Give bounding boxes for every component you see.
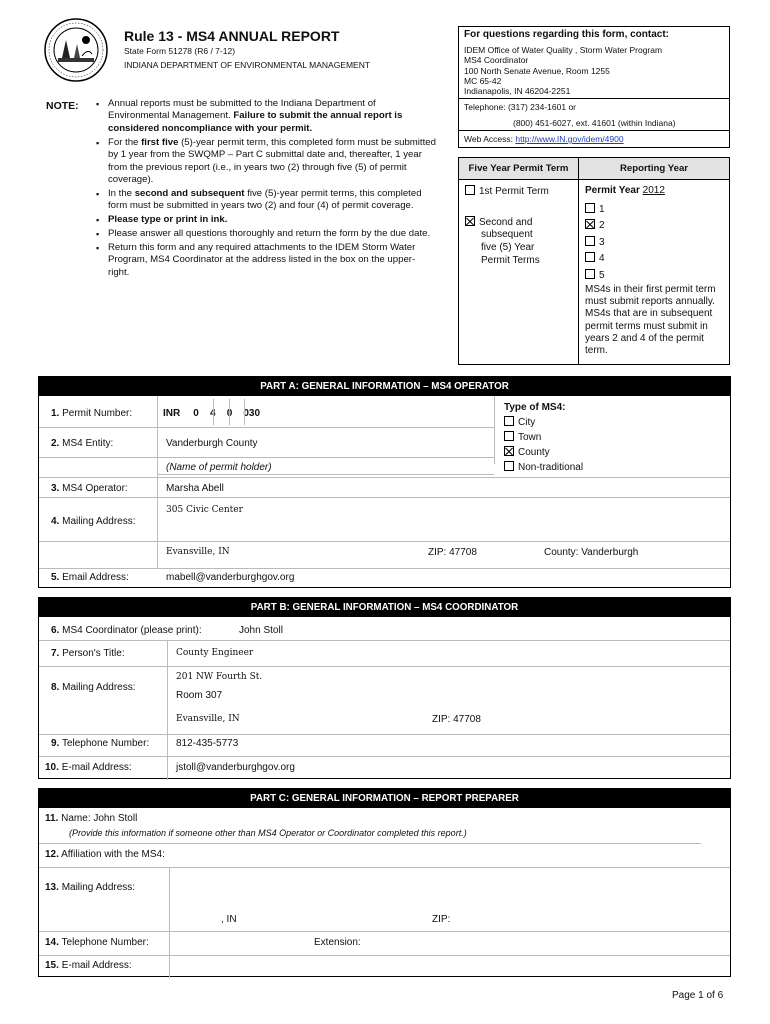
coordinator-zip-field[interactable]: ZIP: 47708 bbox=[432, 714, 481, 725]
preparer-telephone-label: 14. Telephone Number: bbox=[45, 937, 149, 948]
part-c-title: PART C: GENERAL INFORMATION – REPORT PREPARER bbox=[39, 789, 730, 808]
ms4-operator-field[interactable]: Marsha Abell bbox=[166, 483, 224, 494]
note-list bbox=[96, 98, 436, 281]
preparer-email-field[interactable] bbox=[179, 960, 699, 974]
term-second-label: Permit Terms bbox=[481, 255, 540, 266]
county-checkbox bbox=[504, 446, 514, 456]
mailing-address-field[interactable]: 305 Civic Center bbox=[166, 505, 243, 515]
ms4-type-town-option[interactable]: Town bbox=[504, 431, 541, 443]
permit-number-label: 1. Permit Number: bbox=[51, 408, 133, 419]
term-second-option[interactable]: Second and bbox=[465, 216, 532, 228]
contact-line: 100 North Senate Avenue, Room 1255 bbox=[464, 66, 610, 76]
telephone-label: 9. Telephone Number: bbox=[51, 738, 150, 749]
person-title-field[interactable]: County Engineer bbox=[176, 648, 254, 658]
preparer-email-label: 15. E-mail Address: bbox=[45, 960, 132, 971]
ms4-type-city-option[interactable]: City bbox=[504, 416, 535, 428]
ms4-type-county-option[interactable]: County bbox=[504, 446, 550, 458]
county-field[interactable]: County: Vanderburgh bbox=[544, 547, 639, 558]
ms4-type-title: Type of MS4: bbox=[504, 402, 566, 413]
preparer-hint: (Provide this information if someone other than MS4 Operator or Coordinator completed this report.) bbox=[69, 828, 467, 838]
preparer-address-label: 13. Mailing Address: bbox=[45, 882, 136, 893]
year-option[interactable]: 5 bbox=[585, 269, 605, 281]
zip-field[interactable]: ZIP: 47708 bbox=[428, 547, 477, 558]
preparer-name-label: 11. Name: John Stoll bbox=[45, 813, 138, 824]
part-b-title: PART B: GENERAL INFORMATION – MS4 COORDINATOR bbox=[39, 598, 730, 617]
year-option[interactable]: 2 bbox=[585, 219, 605, 231]
city-checkbox bbox=[504, 416, 514, 426]
email-label: 5. Email Address: bbox=[51, 572, 129, 583]
coordinator-address-line2[interactable]: Room 307 bbox=[176, 690, 223, 701]
list-item: ▪ Return this form and any required attachments to the IDEM Storm Water Program, MS4 Coordinator at the address listed in the box on the upper-right. bbox=[96, 242, 436, 279]
page-number: Page 1 of 6 bbox=[672, 990, 724, 1001]
term-first-checkbox[interactable] bbox=[465, 185, 475, 195]
affiliation-field[interactable] bbox=[189, 849, 709, 863]
coordinator-label: 6. MS4 Coordinator (please print): bbox=[51, 625, 202, 636]
list-item: ▪ Annual reports must be submitted to the Indiana Department of Environmental Management. Failure to submit the annual report is considered noncompliance with your permit. bbox=[96, 98, 436, 135]
preparer-state-field[interactable]: , IN bbox=[221, 914, 237, 925]
ms4-entity-field[interactable]: Vanderburgh County bbox=[166, 438, 258, 449]
contact-line: MC 65-42 bbox=[464, 76, 502, 86]
coordinator-address-field[interactable]: 201 NW Fourth St. bbox=[176, 672, 263, 682]
term-second-label: five (5) Year bbox=[481, 242, 535, 253]
form-title: Rule 13 - MS4 ANNUAL REPORT bbox=[124, 28, 340, 44]
state-seal-logo bbox=[44, 18, 108, 82]
preparer-zip-field[interactable]: ZIP: bbox=[432, 914, 451, 925]
town-checkbox bbox=[504, 431, 514, 441]
year-1-checkbox[interactable] bbox=[585, 203, 595, 213]
web-access-label: Web Access: bbox=[464, 134, 513, 144]
contact-title: For questions regarding this form, contact: bbox=[464, 29, 670, 40]
affiliation-label: 12. Affiliation with the MS4: bbox=[45, 849, 165, 860]
preparer-address-field[interactable] bbox=[179, 873, 699, 903]
term-second-label: subsequent bbox=[481, 229, 533, 240]
city-state-field[interactable]: Evansville, IN bbox=[166, 547, 230, 557]
permit-term-table bbox=[458, 157, 730, 365]
ms4-type-nontraditional-option[interactable]: Non-traditional bbox=[504, 461, 583, 473]
coordinator-email-field[interactable]: jstoll@vanderburghgov.org bbox=[176, 762, 295, 773]
contact-line: IDEM Office of Water Quality , Storm Water Program bbox=[464, 45, 663, 55]
contact-line: MS4 Coordinator bbox=[464, 55, 529, 65]
term-first-option[interactable]: 1st Permit Term bbox=[465, 185, 549, 197]
note-label: NOTE: bbox=[46, 100, 79, 112]
ms4-entity-label: 2. MS4 Entity: bbox=[51, 438, 114, 449]
part-b-section bbox=[38, 597, 731, 779]
entity-hint: (Name of permit holder) bbox=[166, 462, 272, 473]
permit-number-field[interactable]: INR 0 4 0 030 bbox=[163, 408, 261, 419]
part-c-section bbox=[38, 788, 731, 977]
contact-box bbox=[458, 26, 730, 148]
list-item: ▪ For the first five (5)-year permit term, this completed form must be submitted by 1 year from the SWQMP – Part C submittal date and, thereafter, 1 year from the previous report (i.e., in years two (2) through five (5) of permit coverage). bbox=[96, 137, 436, 187]
extension-field[interactable]: Extension: bbox=[314, 937, 361, 948]
permit-year-value: 2012 bbox=[642, 185, 665, 196]
coordinator-city-field[interactable]: Evansville, IN bbox=[176, 714, 240, 724]
part-a-section bbox=[38, 376, 731, 588]
mailing-address-label: 4. Mailing Address: bbox=[51, 516, 136, 527]
form-number: State Form 51278 (R6 / 7-12) bbox=[124, 46, 236, 56]
reporting-note: MS4s in their first permit term must submit reports annually. MS4s that are in subsequent permit terms must submit in years 2 and 4 of the permit term. bbox=[585, 284, 716, 357]
list-item: ▪ Please type or print in ink. bbox=[96, 214, 436, 226]
column-header-reporting-year: Reporting Year bbox=[579, 158, 729, 180]
contact-phone-alt: (800) 451-6027, ext. 41601 (within Indiana) bbox=[513, 118, 676, 128]
term-second-checkbox[interactable] bbox=[465, 216, 475, 226]
part-a-title: PART A: GENERAL INFORMATION – MS4 OPERATOR bbox=[39, 377, 730, 396]
telephone-field[interactable]: 812-435-5773 bbox=[176, 738, 239, 749]
year-3-checkbox[interactable] bbox=[585, 236, 595, 246]
web-access-link[interactable]: http://www.IN.gov/idem/4900 bbox=[515, 134, 624, 144]
year-2-checkbox[interactable] bbox=[585, 219, 595, 229]
permit-year-label: Permit Year 2012 bbox=[585, 185, 665, 196]
nontraditional-checkbox bbox=[504, 461, 514, 471]
contact-phone: Telephone: (317) 234-1601 or bbox=[464, 102, 576, 112]
coordinator-address-label: 8. Mailing Address: bbox=[51, 682, 136, 693]
column-header-permit-term: Five Year Permit Term bbox=[459, 158, 578, 180]
year-option[interactable]: 4 bbox=[585, 252, 605, 264]
year-5-checkbox[interactable] bbox=[585, 269, 595, 279]
year-option[interactable]: 1 bbox=[585, 203, 605, 215]
coordinator-email-label: 10. E-mail Address: bbox=[45, 762, 132, 773]
ms4-operator-label: 3. MS4 Operator: bbox=[51, 483, 128, 494]
email-field[interactable]: mabell@vanderburghgov.org bbox=[166, 572, 295, 583]
year-4-checkbox[interactable] bbox=[585, 252, 595, 262]
contact-line: Indianapolis, IN 46204-2251 bbox=[464, 86, 571, 96]
person-title-label: 7. Person's Title: bbox=[51, 648, 125, 659]
year-option[interactable]: 3 bbox=[585, 236, 605, 248]
department-name: INDIANA DEPARTMENT OF ENVIRONMENTAL MANAGEMENT bbox=[124, 60, 371, 70]
coordinator-field[interactable]: John Stoll bbox=[239, 625, 283, 636]
list-item: ▪ In the second and subsequent five (5)-year permit terms, this completed form must be submitted in years two (2) and four (4) of permit coverage. bbox=[96, 188, 436, 213]
list-item: ▪ Please answer all questions thoroughly and return the form by the due date. bbox=[96, 228, 436, 240]
